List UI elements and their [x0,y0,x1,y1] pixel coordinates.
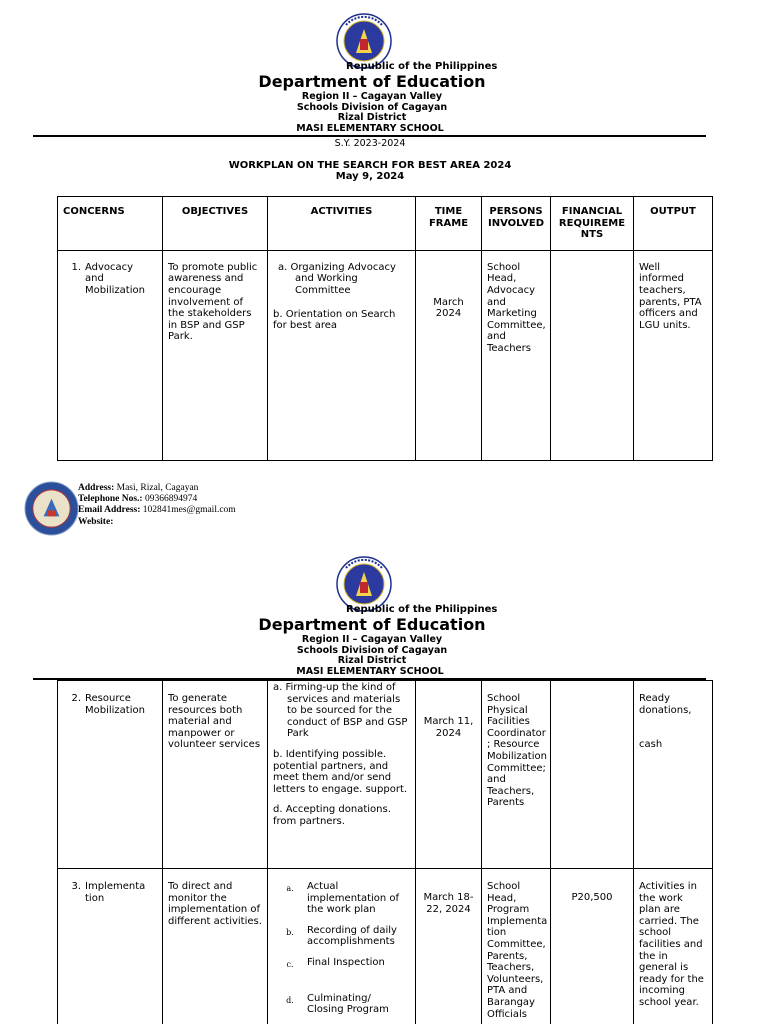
row-concern: Resource Mobilization [85,693,145,716]
activity-text: Actual implementation of the work plan [307,881,400,916]
activity-text: Recording of daily accomplishments [307,924,397,948]
table-row [58,869,713,1024]
email-value: 102841mes@gmail.com [142,505,236,516]
row-objective: To direct and monitor the implementation of different activities. [163,869,268,1024]
school-logo-icon [24,481,79,536]
header-output: OUTPUT [634,197,713,251]
list-item [273,925,410,948]
phone-value: 09366894974 [144,494,198,505]
row-persons: School Head, Program Implementa tion Committee, Parents, Teachers, Volunteers, PTA and Barangay Officials [482,869,551,1024]
website-label: Website [78,516,111,527]
row-objective: To generate resources both material and manpower or volunteer services [163,681,268,869]
row-concern: Implementa tion [85,881,146,904]
header-divider [33,135,706,137]
phone-label: Telephone Nos. [78,494,140,505]
row-number: 2. [71,693,81,704]
header-concerns: CONCERNS [58,197,163,251]
region-label: Region II – Cagayan Valley [301,634,443,645]
row-persons: School Physical Facilities Coordinator ; Resource Mobilization Committee; and Teachers, Parents [482,681,551,869]
school-name: MASI ELEMENTARY SCHOOL [296,666,444,677]
school-year: S.Y. 2023-2024 [334,138,406,149]
list-item [273,993,410,1016]
row-number: 3. [71,881,81,892]
department-title: Department of Education [258,72,486,91]
department-title: Department of Education [258,615,486,634]
row-time-frame: March 18-22, 2024 [416,869,482,1024]
row-financial: P20,500 [551,869,634,1024]
activity-letter: a. [286,884,294,893]
row-output-cash: cash [639,739,663,751]
address-value: Masi, Rizal, Cagayan [116,483,199,493]
table-row [58,250,713,460]
workplan-table-page1 [57,196,713,461]
activity-text: Culminating/ Closing Program [307,992,389,1016]
workplan-table-page2 [57,680,713,1024]
row-activity-a: a. Firming-up the kind of services and materials to be sourced for the conduct of BSP and GSP Park [273,682,408,740]
district-label: Rizal District [337,112,407,123]
list-item [273,881,410,916]
row-output: Activities in the work plan are carried. The school facilities and the in general is ready for the incoming school year. [634,869,713,1024]
division-label: Schools Division of Cagayan [296,645,448,656]
row-number: 1. [71,261,81,273]
row-time-frame: March 2024 [416,250,482,460]
table-header-row [58,197,713,251]
row-activity-d: d. Accepting donations. from partners. [273,804,391,827]
row-activity-b: b. Identifying possible. potential partners, and meet them and/or send letters to engage. support. [273,748,408,795]
header-time-frame: TIME FRAME [416,197,482,251]
activity-letter: b. [286,927,294,937]
header-objectives: OBJECTIVES [163,197,268,251]
header-financial: FINANCIAL REQUIREME NTS [551,197,634,251]
row-time-frame: March 11, 2024 [416,681,482,869]
row-activity-a: a. Organizing Advocacy and Working Committee [278,261,396,296]
row-objective: To promote public awareness and encourage involvement of the stakeholders in BSP and GSP Park. [163,250,268,460]
activity-letter: d. [286,995,294,1005]
school-name: MASI ELEMENTARY SCHOOL [296,123,444,134]
activity-letter: c. [286,959,294,969]
footer-contact: Address: Masi, Rizal, Cagayan Telephone Nos.: 09366894974 Email Address: 102841mes@gmail.com Website: [78,483,236,527]
row-persons: School Head, Advocacy and Marketing Committee, and Teachers [482,250,551,460]
email-label: Email Address [78,505,138,516]
address-label: Address [78,483,112,493]
header-persons: PERSONS INVOLVED [482,197,551,251]
row-activity-b: b. Orientation on Search for best area [273,308,396,332]
workplan-title: WORKPLAN ON THE SEARCH FOR BEST AREA 2024 [228,160,512,171]
row-output: Ready donations, [639,693,692,716]
workplan-date: May 9, 2024 [335,171,405,182]
list-item [273,957,410,971]
activity-text: Final Inspection [307,956,385,968]
row-concern: Advocacy and Mobilization [85,261,145,296]
row-financial [551,681,634,869]
republic-label: Republic of the Philippines [346,604,498,615]
header-activities: ACTIVITIES [268,197,416,251]
region-label: Region II – Cagayan Valley [301,91,443,102]
republic-label: Republic of the Philippines [346,61,498,72]
district-label: Rizal District [337,655,407,666]
table-row [58,681,713,869]
row-financial [551,250,634,460]
division-label: Schools Division of Cagayan [296,102,448,113]
row-output: Well informed teachers, parents, PTA officers and LGU units. [634,250,713,460]
